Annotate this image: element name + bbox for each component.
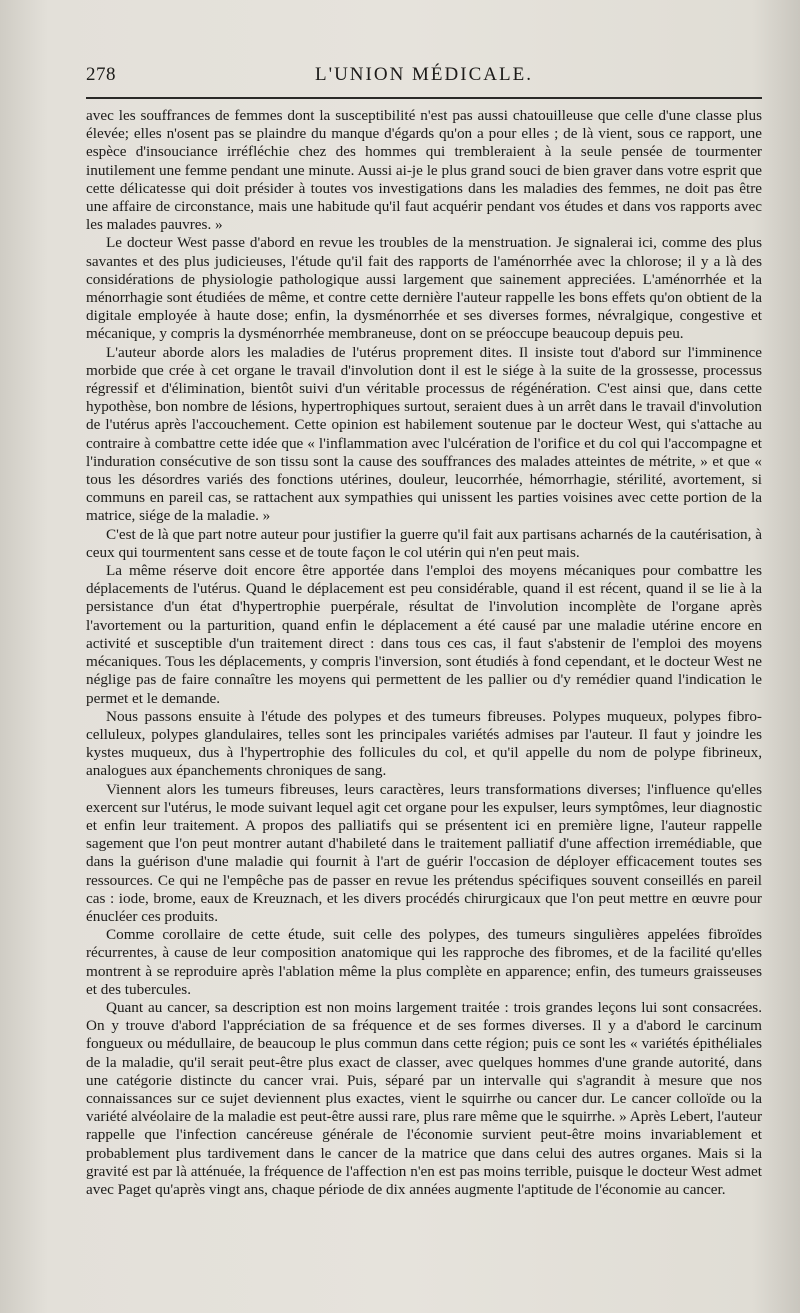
page-number: 278 [86, 64, 116, 85]
paragraph: Quant au cancer, sa description est non moins largement traitée : trois grandes leçons lui sont consacrées. On y trouve d'abord l'appréciation de sa fréquence et de ses formes diverses. Il y a d'abord le carcinum fongueux ou médullaire, de beaucoup le plus commun dans cette région; puis ce sont les « variétés épithéliales de la maladie, qu'il serait peut-être plus exact de classer, avec quelques hommes d'une grande autorité, dans une catégorie distincte du cancer vrai. Puis, séparé par un intervalle qui s'agrandit à mesure que nos connaissances sur ce sujet deviennent plus exactes, vient le squirrhe ou cancer dur. Le cancer colloïde ou la variété alvéolaire de la maladie est peut-être aussi rare, plus rare même que le squirrhe. » Après Lebert, l'auteur rappelle que l'infection cancéreuse générale de l'économie survient peut-être moins invariablement et probablement plus tardivement dans le cancer de la matrice que dans celui des autres organes. Mais si la gravité est par là atténuée, la fréquence de l'affection n'en est pas moins terrible, puisque le docteur West admet avec Paget qu'après vingt ans, chaque période de dix années augmente l'aptitude de l'économie au cancer. [86, 998, 762, 1198]
paragraph: avec les souffrances de femmes dont la susceptibilité n'est pas aussi chatouilleuse que celle d'une classe plus élevée; elles n'osent pas se plaindre du manque d'égards qu'on a pour elles ; de là vient, sous ce rapport, une espèce d'insouciance irréfléchie chez des hommes qui trembleraient à la seule pensée de tourmenter inutilement une femme pendant une minute. Aussi ai-je le plus grand souci de bien graver dans votre esprit que cette délicatesse qui doit présider à toutes vos investigations dans les maladies des femmes, ne doit pas être une affaire de circonstance, mais une habitude qu'il faut acquérir pendant vos études et dans vos rapports avec les malades pauvres. » [86, 107, 762, 234]
paragraph: Viennent alors les tumeurs fibreuses, leurs caractères, leurs transformations diverses; l'influence qu'elles exercent sur l'utérus, le mode suivant lequel agit cet organe pour les expulser, leurs symptômes, leur diagnostic et enfin leur traitement. A propos des palliatifs qui se présentent ici en première ligne, l'auteur rappelle sagement que l'on peut montrer autant d'habileté dans le traitement palliatif d'une affection irremédiable, que dans la guérison d'une maladie qui fournit à l'art de guérir l'occasion de déployer efficacement toutes ses ressources. Ce qui ne l'empêche pas de passer en revue les prétendus spécifiques souvent conseillés en pareil cas : iode, brome, eaux de Kreuznach, et les divers procédés chirurgicaux que l'on peut mettre en œuvre pour énucléer ces produits. [86, 780, 762, 925]
page-header [86, 60, 762, 90]
paragraph: Comme corollaire de cette étude, suit celle des polypes, des tumeurs singulières appelées fibroïdes récurrentes, à cause de leur composition anatomique qui les rapproche des fibromes, et de la facilité qu'elles montrent à se reproduire après l'ablation même la plus complète en apparence; enfin, des tumeurs graisseuses et des tubercules. [86, 926, 762, 998]
running-title: L'UNION MÉDICALE. [315, 64, 533, 85]
paragraph: C'est de là que part notre auteur pour justifier la guerre qu'il fait aux partisans acharnés de la cautérisation, à ceux qui tourmentent sans cesse et de toute façon le col utérin qui n'en peut mais. [86, 525, 762, 561]
paragraph: L'auteur aborde alors les maladies de l'utérus proprement dites. Il insiste tout d'abord sur l'imminence morbide que crée à cet organe le travail d'involution dont il est le siége à la suite de la grossesse, processus régressif et d'élimination, bientôt suivi d'un véritable processus de régénération. C'est ainsi que, dans cette hypothèse, bon nombre de lésions, hypertrophiques surtout, seraient dues à un arrêt dans le travail d'involution de l'utérus après l'accouchement. Cette opinion est habilement soutenue par le docteur West, qui s'attache au contraire à combattre cette idée que « l'inflammation avec l'ulcération de l'orifice et du col qui l'accompagne et l'induration consécutive de son tissu sont la cause des souffrances des malades atteintes de métrite, » et que « tous les désordres variés des fonctions utérines, douleur, leucorrhée, hémorrhagie, stérilité, avortement, si communs en pareil cas, se rattachent aux sympathies qui unissent les parties voisines avec cette portion de la matrice, siége de la maladie. » [86, 343, 762, 525]
article-body [86, 107, 762, 1199]
paragraph: La même réserve doit encore être apportée dans l'emploi des moyens mécaniques pour combattre les déplacements de l'utérus. Quand le déplacement est peu considérable, quand il est récent, quand il se lie à la persistance d'un état d'hypertrophie puerpérale, résultat de l'involution incomplète de l'organe après l'avortement ou la parturition, quand enfin le déplacement a été causé par une maladie utérine encore en activité et susceptible d'un traitement direct : dans tous ces cas, il faut s'abstenir de l'emploi des moyens mécaniques. Tous les déplacements, y compris l'inversion, sont étudiés à fond cependant, et le docteur West ne néglige pas de faire connaître les moyens qui permettent de les pallier ou d'y remédier quand l'indication le permet et le demande. [86, 562, 762, 707]
paragraph: Le docteur West passe d'abord en revue les troubles de la menstruation. Je signalerai ici, comme des plus savantes et des plus judicieuses, l'étude qu'il fait des rapports de l'aménorrhée avec la chlorose; il y a là des considérations de physiologie pathologique aussi largement que sainement appreciées. L'aménorrhée et la ménorrhagie sont étudiées de même, et contre cette dernière l'auteur rappelle les bons effets qu'on obtient de la digitale employée à haute dose; enfin, la dysménorrhée et ses diverses formes, névralgique, congestive et mécanique, y compris la dysménorrhée membraneuse, dont on se préoccupe beaucoup depuis peu. [86, 234, 762, 343]
header-rule [86, 97, 762, 99]
paragraph: Nous passons ensuite à l'étude des polypes et des tumeurs fibreuses. Polypes muqueux, polypes fibro-celluleux, polypes glandulaires, telles sont les principales variétés admises par l'auteur. Il faut y joindre les kystes muqueux, dus à l'hypertrophie des follicules du col, et qu'il appelle du nom de polype fibrineux, analogues aux épanchements chroniques de sang. [86, 707, 762, 780]
